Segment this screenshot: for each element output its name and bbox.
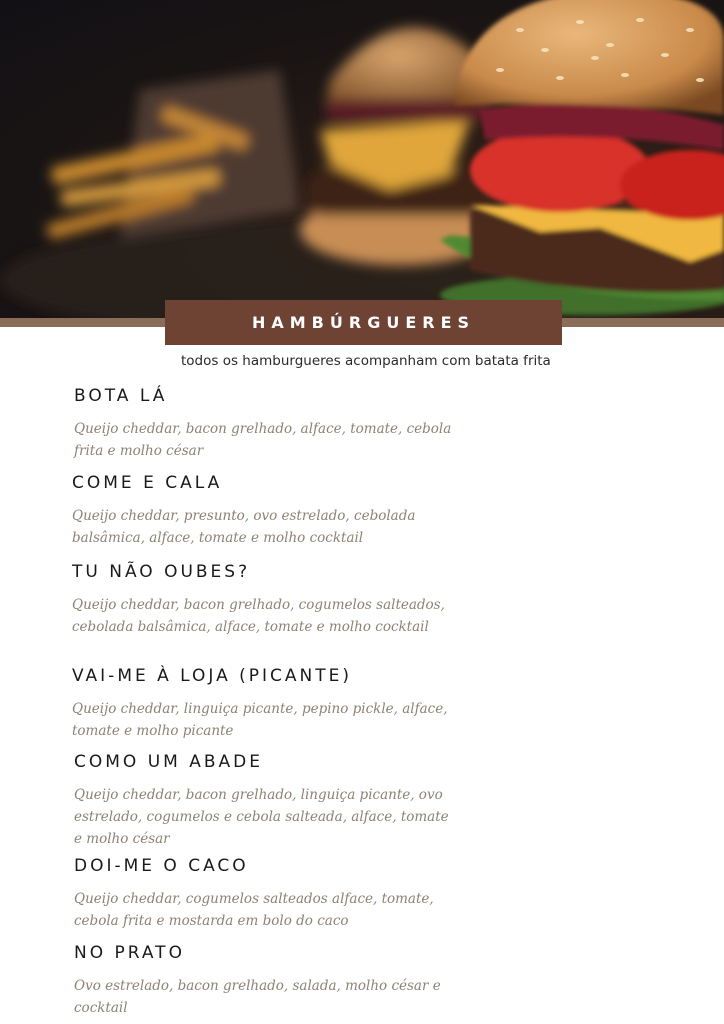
menu-item-description: Queijo cheddar, linguiça picante, pepino pickle, alface, tomate e molho picante (72, 701, 448, 739)
menu-item (72, 562, 472, 638)
menu-item-description: Queijo cheddar, cogumelos salteados alface, tomate, cebola frita e mostarda em bolo do caco (74, 891, 434, 929)
section-title-bar (165, 300, 562, 345)
menu-item (74, 856, 474, 932)
menu-item (72, 666, 472, 742)
menu-item-description: Queijo cheddar, presunto, ovo estrelado, cebolada balsâmica, alface, tomate e molho cocktail (72, 508, 416, 546)
menu-item-name: NO PRATO (74, 943, 185, 963)
menu-item-description: Ovo estrelado, bacon grelhado, salada, molho césar e cocktail (74, 978, 441, 1016)
menu-item-name: COME E CALA (72, 473, 223, 493)
menu-item (74, 752, 474, 850)
menu-item-name: DOI-ME O CACO (74, 856, 249, 876)
menu-item (72, 473, 472, 549)
burger-illustration (0, 0, 724, 318)
menu-item (74, 386, 474, 462)
section-title: HAMBÚRGUERES (251, 313, 476, 332)
menu-item-description: Queijo cheddar, bacon grelhado, cogumelos salteados, cebolada balsâmica, alface, tomate e molho cocktail (72, 597, 445, 635)
menu-item-name: TU NÃO OUBES? (72, 562, 251, 582)
section-subtitle: todos os hamburgueres acompanham com batata frita (181, 353, 551, 369)
menu-item (74, 943, 474, 1019)
menu-item-name: BOTA LÁ (74, 386, 168, 406)
menu-item-name: VAI-ME À LOJA (PICANTE) (72, 666, 353, 686)
menu-item-name: COMO UM ABADE (74, 752, 263, 772)
menu-item-description: Queijo cheddar, bacon grelhado, alface, tomate, cebola frita e molho césar (74, 421, 452, 459)
hero-burger-photo (0, 0, 724, 318)
menu-item-description: Queijo cheddar, bacon grelhado, linguiça picante, ovo estrelado, cogumelos e cebola salteada, alface, tomate e molho césar (74, 787, 449, 847)
